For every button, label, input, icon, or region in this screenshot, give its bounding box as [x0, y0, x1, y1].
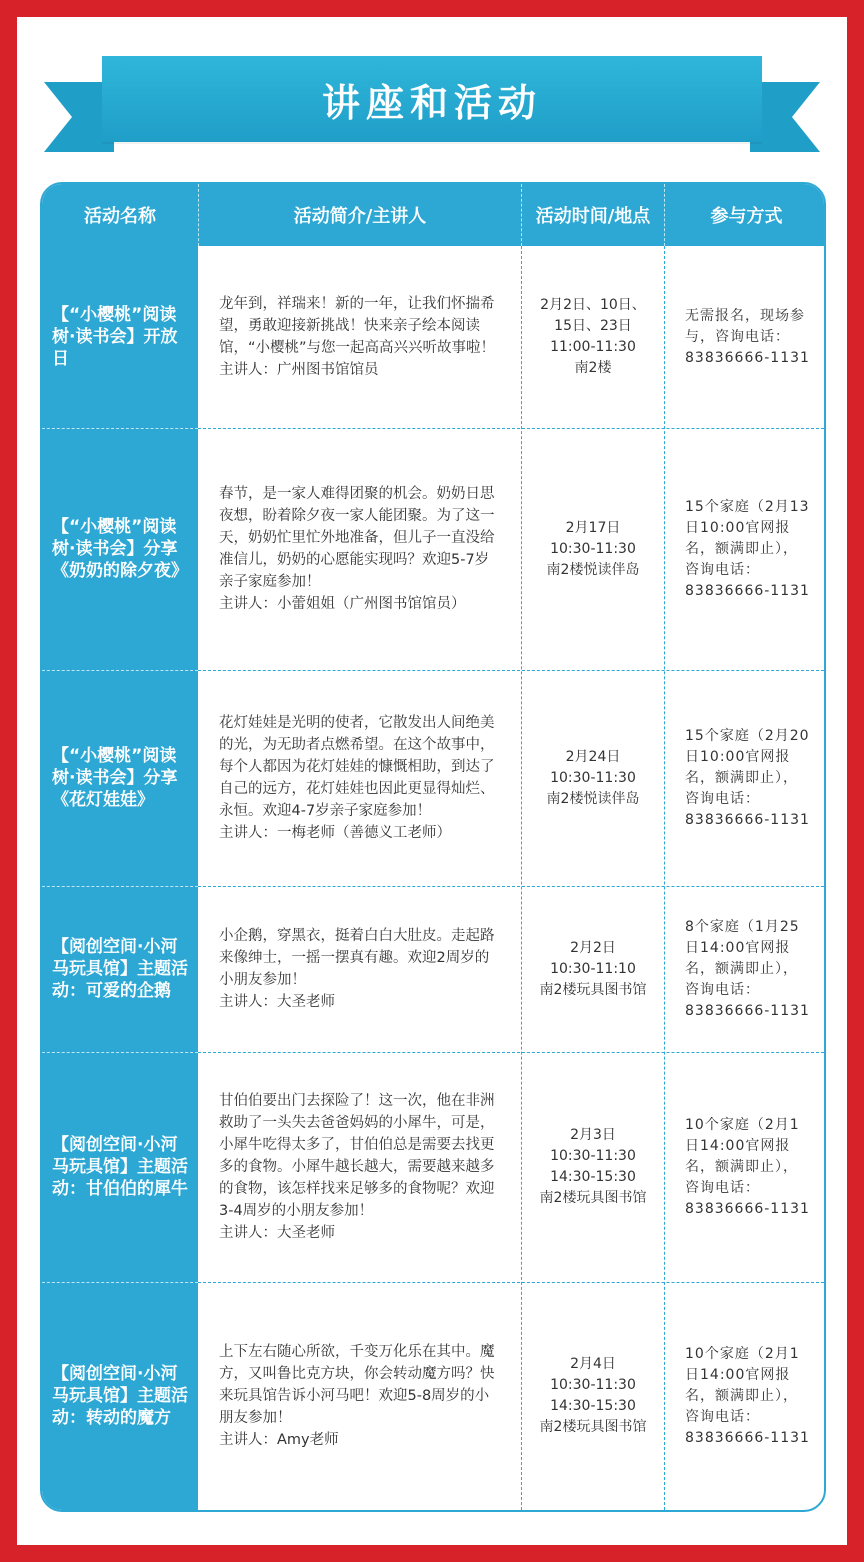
participation-method [665, 886, 826, 1052]
activity-name: 【“小樱桃”阅读树·读书会】分享《奶奶的除夕夜》 [52, 517, 188, 581]
activity-description [199, 1282, 521, 1510]
description-text: 甘伯伯要出门去探险了！这一次，他在非洲救助了一头失去爸爸妈妈的小犀牛，可是，小犀牛吃得太多了，甘伯伯总是需要去找更多的食物。小犀牛越长越大，需要越来越多的食物，该怎样找来足够多的食物呢？欢迎3-4周岁的小朋友参加！ [219, 1093, 495, 1219]
speaker-text: 主讲人：Amy老师 [219, 1432, 339, 1448]
speaker-text: 主讲人：大圣老师 [219, 994, 335, 1010]
time-place-text: 2月4日 10:30-11:30 14:30-15:30 南2楼玩具图书馆 [539, 1356, 647, 1435]
activity-time-place [522, 428, 664, 670]
activity-name: 【阅创空间·小河马玩具馆】主题活动：可爱的企鹅 [52, 937, 188, 1001]
participation-text: 8个家庭（1月25日14:00官网报名，额满即止），咨询电话：83836666-1131 [685, 918, 810, 1019]
participation-method [665, 1052, 826, 1282]
header-divider [198, 184, 199, 246]
participation-method [665, 246, 826, 428]
speaker-text: 主讲人：一梅老师（善德义工老师） [219, 825, 451, 841]
activity-time-place [522, 1052, 664, 1282]
header-divider [521, 184, 522, 246]
header-activity-name: 活动名称 [84, 206, 156, 227]
description-text: 春节，是一家人难得团聚的机会。奶奶日思夜想，盼着除夕夜一家人能团聚。为了这一天，奶奶忙里忙外地准备，但儿子一直没给准信儿，奶奶的心愿能实现吗？欢迎5-7岁亲子家庭参加！ [219, 486, 495, 590]
table-header [42, 184, 824, 246]
time-place-text: 2月2日、10日、 15日、23日 11:00-11:30 南2楼 [540, 297, 646, 376]
time-place-text: 2月17日 10:30-11:30 南2楼悦读伴岛 [546, 519, 640, 578]
activity-description [199, 886, 521, 1052]
participation-text: 15个家庭（2月20日10:00官网报名，额满即止），咨询电话：83836666-1131 [685, 727, 810, 828]
table-row [42, 1052, 824, 1282]
page-title: 讲座和活动 [321, 80, 542, 125]
header-divider [664, 184, 665, 246]
activity-time-place [522, 1282, 664, 1510]
table-row [42, 886, 824, 1052]
table-row [42, 428, 824, 670]
activity-name: 【阅创空间·小河马玩具馆】主题活动：甘伯伯的犀牛 [52, 1135, 188, 1199]
participation-text: 10个家庭（2月1日14:00官网报名，额满即止），咨询电话：83836666-1131 [685, 1345, 810, 1446]
header-description: 活动简介/主讲人 [293, 206, 427, 227]
activity-description [199, 246, 521, 428]
speaker-text: 主讲人：广州图书馆馆员 [219, 362, 379, 378]
time-place-text: 2月2日 10:30-11:10 南2楼玩具图书馆 [539, 939, 647, 998]
activities-table [40, 182, 826, 1512]
header-participation: 参与方式 [710, 206, 783, 227]
activity-description [199, 1052, 521, 1282]
activity-name: 【阅创空间·小河马玩具馆】主题活动：转动的魔方 [52, 1364, 188, 1428]
speaker-text: 主讲人：小蕾姐姐（广州图书馆馆员） [219, 596, 466, 612]
description-text: 上下左右随心所欲，千变万化乐在其中。魔方，又叫鲁比克方块，你会转动魔方吗？快来玩具馆告诉小河马吧！欢迎5-8周岁的小朋友参加！ [219, 1344, 495, 1426]
description-text: 龙年到，祥瑞来！新的一年，让我们怀揣希望，勇敢迎接新挑战！快来亲子绘本阅读馆，“小樱桃”与您一起高高兴兴听故事啦！ [219, 296, 496, 356]
banner [102, 56, 762, 142]
description-text: 花灯娃娃是光明的使者，它散发出人间绝美的光，为无助者点燃希望。在这个故事中，每个人都因为花灯娃娃的慷慨相助，到达了自己的远方，花灯娃娃也因此更显得灿烂、永恒。欢迎4-7岁亲子家庭参加！ [219, 715, 495, 819]
participation-method [665, 428, 826, 670]
participation-text: 10个家庭（2月1日14:00官网报名，额满即止），咨询电话：83836666-1131 [685, 1116, 810, 1217]
participation-text: 无需报名，现场参与，咨询电话：83836666-1131 [685, 307, 810, 366]
activity-description [199, 428, 521, 670]
participation-text: 15个家庭（2月13日10:00官网报名，额满即止），咨询电话：83836666-1131 [685, 498, 810, 599]
table-row [42, 670, 824, 886]
activity-description [199, 670, 521, 886]
table-row [42, 1282, 824, 1510]
activity-time-place [522, 670, 664, 886]
description-text: 小企鹅，穿黑衣，挺着白白大肚皮。走起路来像绅士，一摇一摆真有趣。欢迎2周岁的小朋友参加！ [219, 928, 495, 988]
header-time-place: 活动时间/地点 [535, 206, 651, 227]
time-place-text: 2月24日 10:30-11:30 南2楼悦读伴岛 [546, 748, 640, 807]
activity-name: 【“小樱桃”阅读树·读书会】开放日 [52, 305, 178, 369]
table-row [42, 246, 824, 428]
activity-time-place [522, 246, 664, 428]
activity-name: 【“小樱桃”阅读树·读书会】分享《花灯娃娃》 [52, 746, 178, 810]
participation-method [665, 670, 826, 886]
participation-method [665, 1282, 826, 1510]
time-place-text: 2月3日 10:30-11:30 14:30-15:30 南2楼玩具图书馆 [539, 1127, 647, 1206]
speaker-text: 主讲人：大圣老师 [219, 1225, 335, 1241]
activity-time-place [522, 886, 664, 1052]
